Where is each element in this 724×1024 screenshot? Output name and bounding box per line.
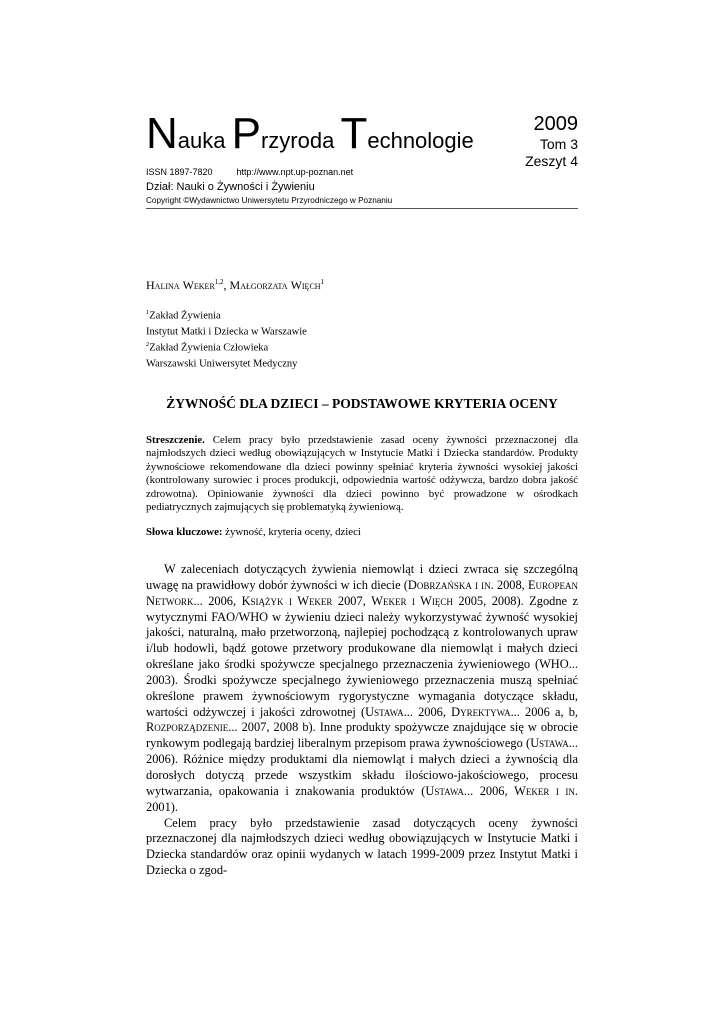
issue-info <box>525 112 578 170</box>
issue-year: 2009 <box>533 113 578 135</box>
authors: Halina Weker$^{1,2}$, Małgorzata Więch$^1$ <box>146 278 325 292</box>
journal-word-rzyroda: rzyroda <box>260 128 341 153</box>
author-1-affiliation-marks: 1,2 <box>214 278 224 286</box>
issue-volume: Tom 3 <box>539 136 578 152</box>
citation: Dobrzańska i in. <box>407 577 494 592</box>
citation: Rozporządzenie <box>146 720 229 735</box>
citation: Ustawa <box>365 704 404 719</box>
copyright: Copyright ©Wydawnictwo Uniwersytetu Przyrodniczego w Poznaniu <box>146 196 393 205</box>
affiliation-line: $^2$Zakład Żywienia Człowieka <box>146 341 269 354</box>
article-title: ŻYWNOŚĆ DLA DZIECI – PODSTAWOWE KRYTERIA OCENY <box>166 396 558 411</box>
keywords-label: Słowa kluczowe: <box>146 526 223 538</box>
affiliations <box>146 307 307 371</box>
body-text <box>146 562 578 879</box>
citation: Dyrektywa <box>451 704 511 719</box>
citation: Książyk i Weker <box>241 593 333 608</box>
journal-url[interactable]: http://www.npt.up-poznan.net <box>236 167 354 177</box>
citation: Weker i Więch <box>371 593 453 608</box>
abstract-text: Celem pracy było przedstawienie zasad oceny żywności przeznaczonej dla najmłodszych dzieci według obowiązujących w Instytucie Matki i Dziecka standardów. Produkty żywnościowe rekomendowane dla dzieci powinny spełniać kryteria żywności wysokiej jakości (kontrolowany surowiec i proces produkcji, odpowiednia wartość odżywcza, bardzo dobra jakość zdrowotna). Opiniowanie żywności dla dzieci powinno być prowadzone w ośrodkach pediatrycznych zajmujących się problematyką żywieniową. <box>146 434 578 514</box>
journal-initial-t: T <box>340 109 368 158</box>
body-paragraph-2: Celem pracy było przedstawienie zasad dotyczących oceny żywności przeznaczonej dla najmłodszych dzieci według obowiązujących w Instytucie Matki i Dziecka standardów oraz opinii wydanych w latach 1999-2009 przez Instytut Matki i Dziecka o zgod- <box>146 815 578 878</box>
journal-initial-n: N <box>146 109 178 158</box>
body-paragraph-1: W zaleceniach dotyczących żywienia niemowląt i dzieci zwraca się szczególną uwagę na prawidłowy dobór żywności w ich diecie (Dobrzańska i in. 2008, European Network... 2006, Książyk i Weker 2007, Weker i Więch 2005, 2008). Zgodne z wytycznymi FAO/WHO w żywieniu dzieci należy wykorzystywać żywność wysokiej jakości, naturalną, mało przetworzoną, najlepiej pochodzącą z kontrolowanych upraw i/lub hodowli, bądź gotowe przetwory produkowane dla niemowląt i małych dzieci określane jako środki spożywcze specjalnego przeznaczenia żywieniowego (WHO... 2003). Środki spożywcze specjalnego żywieniowego przeznaczenia muszą spełniać określone prawem żywnościowym rygorystyczne wymagania dotyczące składu, wartości odżywczej i jakości zdrowotnej (Ustawa... 2006, Dyrektywa... 2006 a, b, Rozporządzenie... 2007, 2008 b). Inne produkty spożywcze znajdujące się w obrocie rynkowym podlegają bardziej liberalnym przepisom prawa żywnościowego (Ustawa... 2006). Różnice między produktami dla niemowląt i małych dzieci a żywnością dla dorosłych dotyczą przede wszystkim składu ilościowo-jakościowego, procesu wytwarzania, opakowania i znakowania produktów (Ustawa... 2006, Weker i in. 2001). <box>146 562 579 814</box>
journal-word-echnologie: echnologie <box>367 128 474 153</box>
issn: ISSN 1897-7820 <box>146 167 213 177</box>
author-2-affiliation-marks: 1 <box>320 278 325 286</box>
keywords-text: żywność, kryteria oceny, dzieci <box>222 526 361 538</box>
section-label: Dział: Nauki o Żywności i Żywieniu <box>146 181 315 193</box>
author-1: Halina Weker$^{1,2}$ <box>146 278 224 292</box>
journal-word-auka: auka <box>177 128 232 153</box>
abstract-label: Streszczenie. <box>146 434 205 446</box>
citation: Weker i in. <box>514 783 578 798</box>
citation: Ustawa <box>425 783 464 798</box>
abstract <box>146 434 578 514</box>
header-divider <box>146 208 578 209</box>
affiliation-line: Warszawski Uniwersytet Medyczny <box>146 358 298 370</box>
journal-initial-p: P <box>231 109 261 158</box>
citation: Ustawa <box>530 736 569 751</box>
author-2: Małgorzata Więch$^1$ <box>229 278 325 292</box>
citation: European Network <box>146 577 579 608</box>
issn-line <box>146 166 353 178</box>
issue-number: Zeszyt 4 <box>525 153 578 169</box>
affiliation-line: $^1$Zakład Żywienia <box>146 309 221 322</box>
journal-title <box>146 109 474 163</box>
affiliation-line: Instytut Matki i Dziecka w Warszawie <box>146 326 307 338</box>
keywords <box>146 526 578 539</box>
